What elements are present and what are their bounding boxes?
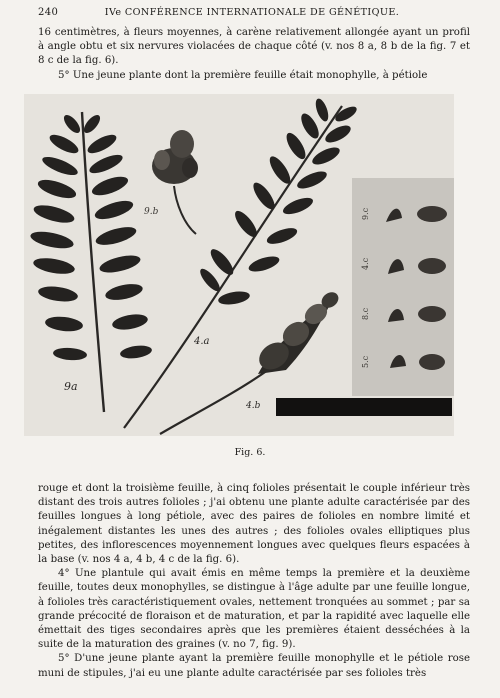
label-5c: 5.c bbox=[361, 355, 370, 368]
bottom-text-block bbox=[38, 482, 470, 681]
label-4c: 4.c bbox=[361, 257, 370, 270]
figure-plate bbox=[24, 94, 454, 436]
label-9b: 9.b bbox=[144, 207, 159, 217]
figure-illustration bbox=[24, 94, 454, 436]
top-text-block bbox=[38, 26, 470, 83]
paragraph: 4° Une plantule qui avait émis en même temps la première et la deuxième feuille, toutes deux monophylles, se distingue à l'âge adulte par une feuille longue, à folioles très caractéristiquement ovales, nettement tronquées au sommet ; par sa grande précocité de floraison et de maturation, et par la rapidité avec laquelle elle émettait des tiges secondaires après que les premières étaient desséchées à la suite de la maturation des graines (v. no 7, fig. 9). bbox=[38, 568, 470, 651]
running-title: IVe CONFÉRENCE INTERNATIONALE DE GÉNÉTIQUE. bbox=[104, 7, 400, 18]
scale-bar bbox=[276, 398, 452, 416]
label-4a: 4.a bbox=[194, 336, 210, 347]
label-8c: 8.c bbox=[361, 307, 370, 320]
label-4b: 4.b bbox=[246, 401, 261, 411]
paragraph: 5° D'une jeune plante ayant la première feuille monophylle et le pétiole rose muni de stipules, j'ai eu une plante adulte caractérisée par ses folioles très bbox=[38, 653, 470, 679]
inset-panel bbox=[352, 178, 454, 396]
label-9c: 9.c bbox=[361, 207, 370, 220]
figure-caption: Fig. 6. bbox=[234, 447, 266, 458]
paragraph: 5° Une jeune plante dont la première feuille était monophylle, à pétiole bbox=[58, 69, 428, 81]
page-number: 240 bbox=[38, 7, 59, 18]
paragraph: rouge et dont la troisième feuille, à cinq folioles présentait le couple inférieur très distant des trois autres folioles ; j'ai obtenu une plante adulte caractérisée par des feuilles longues à long pétiole, avec des paires de folioles en nombre limité et inégalement distantes les unes des autres ; des folioles ovales elliptiques plus petites, des inflorescences moyennement longues avec quelques fleurs espacées à la base (v. nos 4 a, 4 b, 4 c de la fig. 6). bbox=[38, 483, 470, 566]
paragraph: 16 centimètres, à fleurs moyennes, à carène relativement allongée ayant un profil à angle obtu et six nervures violacées de chaque côté (v. nos 8 a, 8 b de la fig. 7 et 8 c de la fig. 6). bbox=[38, 27, 470, 67]
running-header bbox=[38, 7, 466, 23]
label-9a: 9a bbox=[64, 380, 78, 393]
